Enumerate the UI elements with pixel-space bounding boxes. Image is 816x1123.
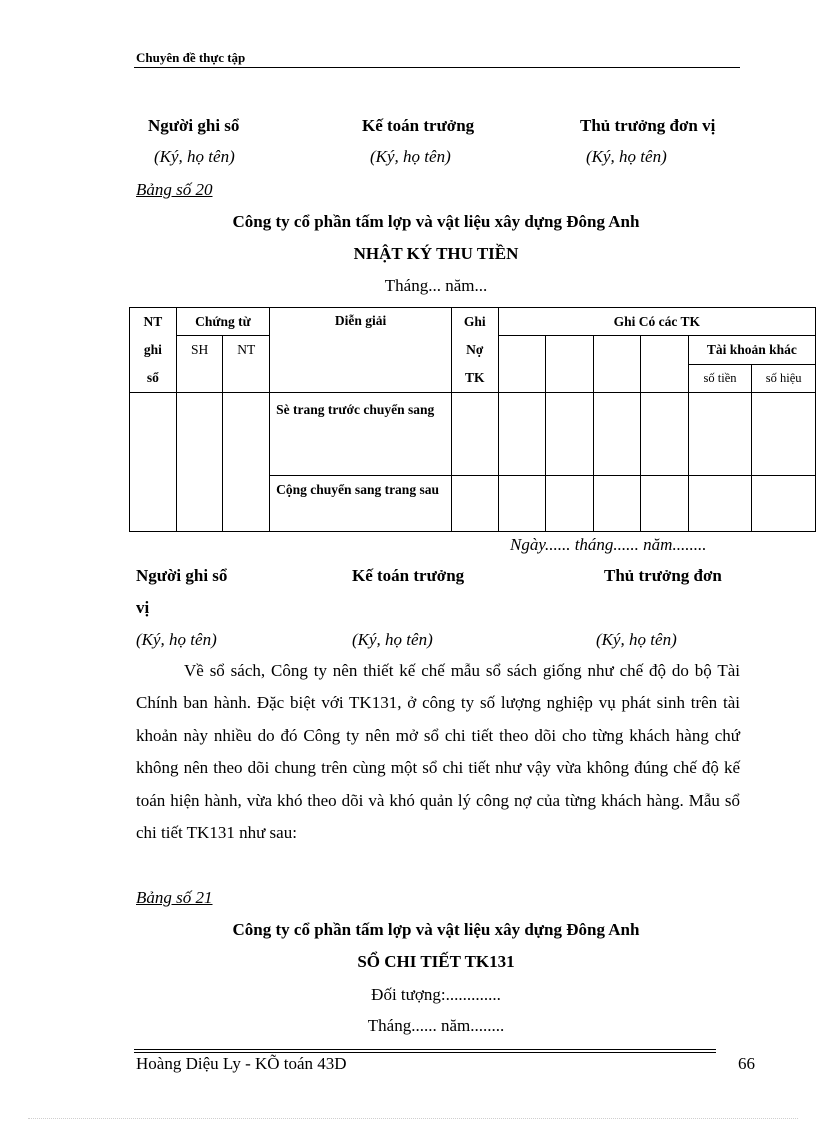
table20-label: Bảng số 20 [136, 180, 213, 199]
row-carried-forward: Cộng chuyển sang trang sau [270, 476, 452, 532]
sig-chief-accountant-top: Kế toán trưởng [362, 116, 475, 135]
nt-line: NT [143, 314, 163, 329]
cell-empty [752, 393, 816, 476]
col-ghi-no-tk [451, 308, 498, 393]
col-ghi-co: Ghi Có các TK [498, 308, 815, 336]
co-account-4 [641, 336, 689, 393]
table21-object: Đối tượng:............. [371, 985, 501, 1004]
ghi-no-line-1: Ghi [463, 314, 486, 329]
table21-label: Bảng số 21 [136, 888, 213, 907]
cell-empty [688, 393, 752, 476]
cell-empty [451, 393, 498, 476]
col-so-tien: số tiền [688, 365, 752, 393]
sig-head-of-unit-top: Thủ trưởng đơn vị [580, 116, 716, 135]
sign-hint-head-top: (Ký, họ tên) [586, 147, 667, 166]
cell-empty [546, 476, 594, 532]
cell-empty [451, 476, 498, 532]
co-account-1 [498, 336, 546, 393]
footer-rule-double [134, 1052, 716, 1053]
sig-recorder-top: Người ghi sổ [148, 116, 240, 135]
sig-head-of-unit-mid: Thủ trưởng đơn [604, 566, 722, 585]
body-paragraph: Về sổ sách, Công ty nên thiết kế chế mẫu sổ sách giống như chế độ do bộ Tài Chính ban hành. Đặc biệt với TK131, ở công ty số lượng nghiệp vụ phát sinh trên tài khoản này nhiều do đó Công ty nên mở sổ chi tiết theo dõi cho từng khách hàng chứ không nên theo dõi chung trên cùng một sổ chi tiết như vậy vừa không đúng chế độ kế toán hiện hành, vừa khó theo dõi và khó quản lý công nợ của từng khách hàng. Mẫu sổ chi tiết TK131 như sau: [136, 661, 740, 843]
sign-hint-head-mid: (Ký, họ tên) [596, 630, 677, 649]
col-nt-ghi-so [130, 308, 177, 393]
cell-empty [641, 476, 689, 532]
header-rule [134, 67, 740, 68]
sign-hint-chief-mid: (Ký, họ tên) [352, 630, 433, 649]
sign-hint-chief-top: (Ký, họ tên) [370, 147, 451, 166]
so-line: sổ [146, 370, 159, 385]
cell-empty [176, 393, 223, 532]
cell-empty [688, 476, 752, 532]
ghi-line: ghi [143, 342, 162, 357]
footer-rule [134, 1049, 716, 1050]
cell-empty [593, 393, 641, 476]
col-so-hieu: số hiệu [752, 365, 816, 393]
cell-empty [641, 393, 689, 476]
cell-empty [546, 393, 594, 476]
sig-recorder-mid: Người ghi sổ [136, 566, 228, 585]
cell-empty [498, 393, 546, 476]
page-number: 66 [738, 1054, 755, 1073]
cell-empty [752, 476, 816, 532]
table21-title: SỔ CHI TIẾT TK131 [357, 952, 515, 971]
cash-receipts-journal-table [129, 307, 816, 532]
col-nt: NT [223, 336, 270, 393]
row-brought-forward: Sè trang trước chuyển sang [270, 393, 452, 476]
co-account-2 [546, 336, 594, 393]
ghi-no-line-3: TK [465, 370, 485, 385]
sign-hint-recorder-top: (Ký, họ tên) [154, 147, 235, 166]
table21-period: Tháng...... năm........ [367, 1016, 505, 1035]
footer-author: Hoàng Diệu Ly - KÕ toán 43D [136, 1054, 347, 1073]
running-header: Chuyên đề thực tập [136, 50, 246, 65]
table20-title: NHẬT KÝ THU TIỀN [353, 244, 519, 263]
page-bottom-dotted-border [28, 1118, 798, 1119]
table21-company: Công ty cổ phần tấm lợp và vật liệu xây dựng Đông Anh [232, 920, 640, 939]
table20-period: Tháng... năm... [384, 276, 488, 295]
cell-empty [130, 393, 177, 532]
col-tai-khoan-khac: Tài khoản khác [688, 336, 815, 365]
sig-head-of-unit-mid-wrap: vị [136, 598, 150, 617]
sig-chief-accountant-mid: Kế toán trưởng [352, 566, 465, 585]
table20-company: Công ty cổ phần tấm lợp và vật liệu xây dựng Đông Anh [232, 212, 640, 231]
ghi-no-line-2: Nợ [466, 342, 484, 357]
co-account-3 [593, 336, 641, 393]
col-chung-tu: Chứng từ [176, 308, 269, 336]
col-dien-giai: Diễn giải [270, 308, 452, 393]
sign-hint-recorder-mid: (Ký, họ tên) [136, 630, 217, 649]
col-sh: SH [176, 336, 223, 393]
cell-empty [593, 476, 641, 532]
cell-empty [498, 476, 546, 532]
table20-date-line: Ngày...... tháng...... năm........ [510, 535, 707, 554]
cell-empty [223, 393, 270, 532]
